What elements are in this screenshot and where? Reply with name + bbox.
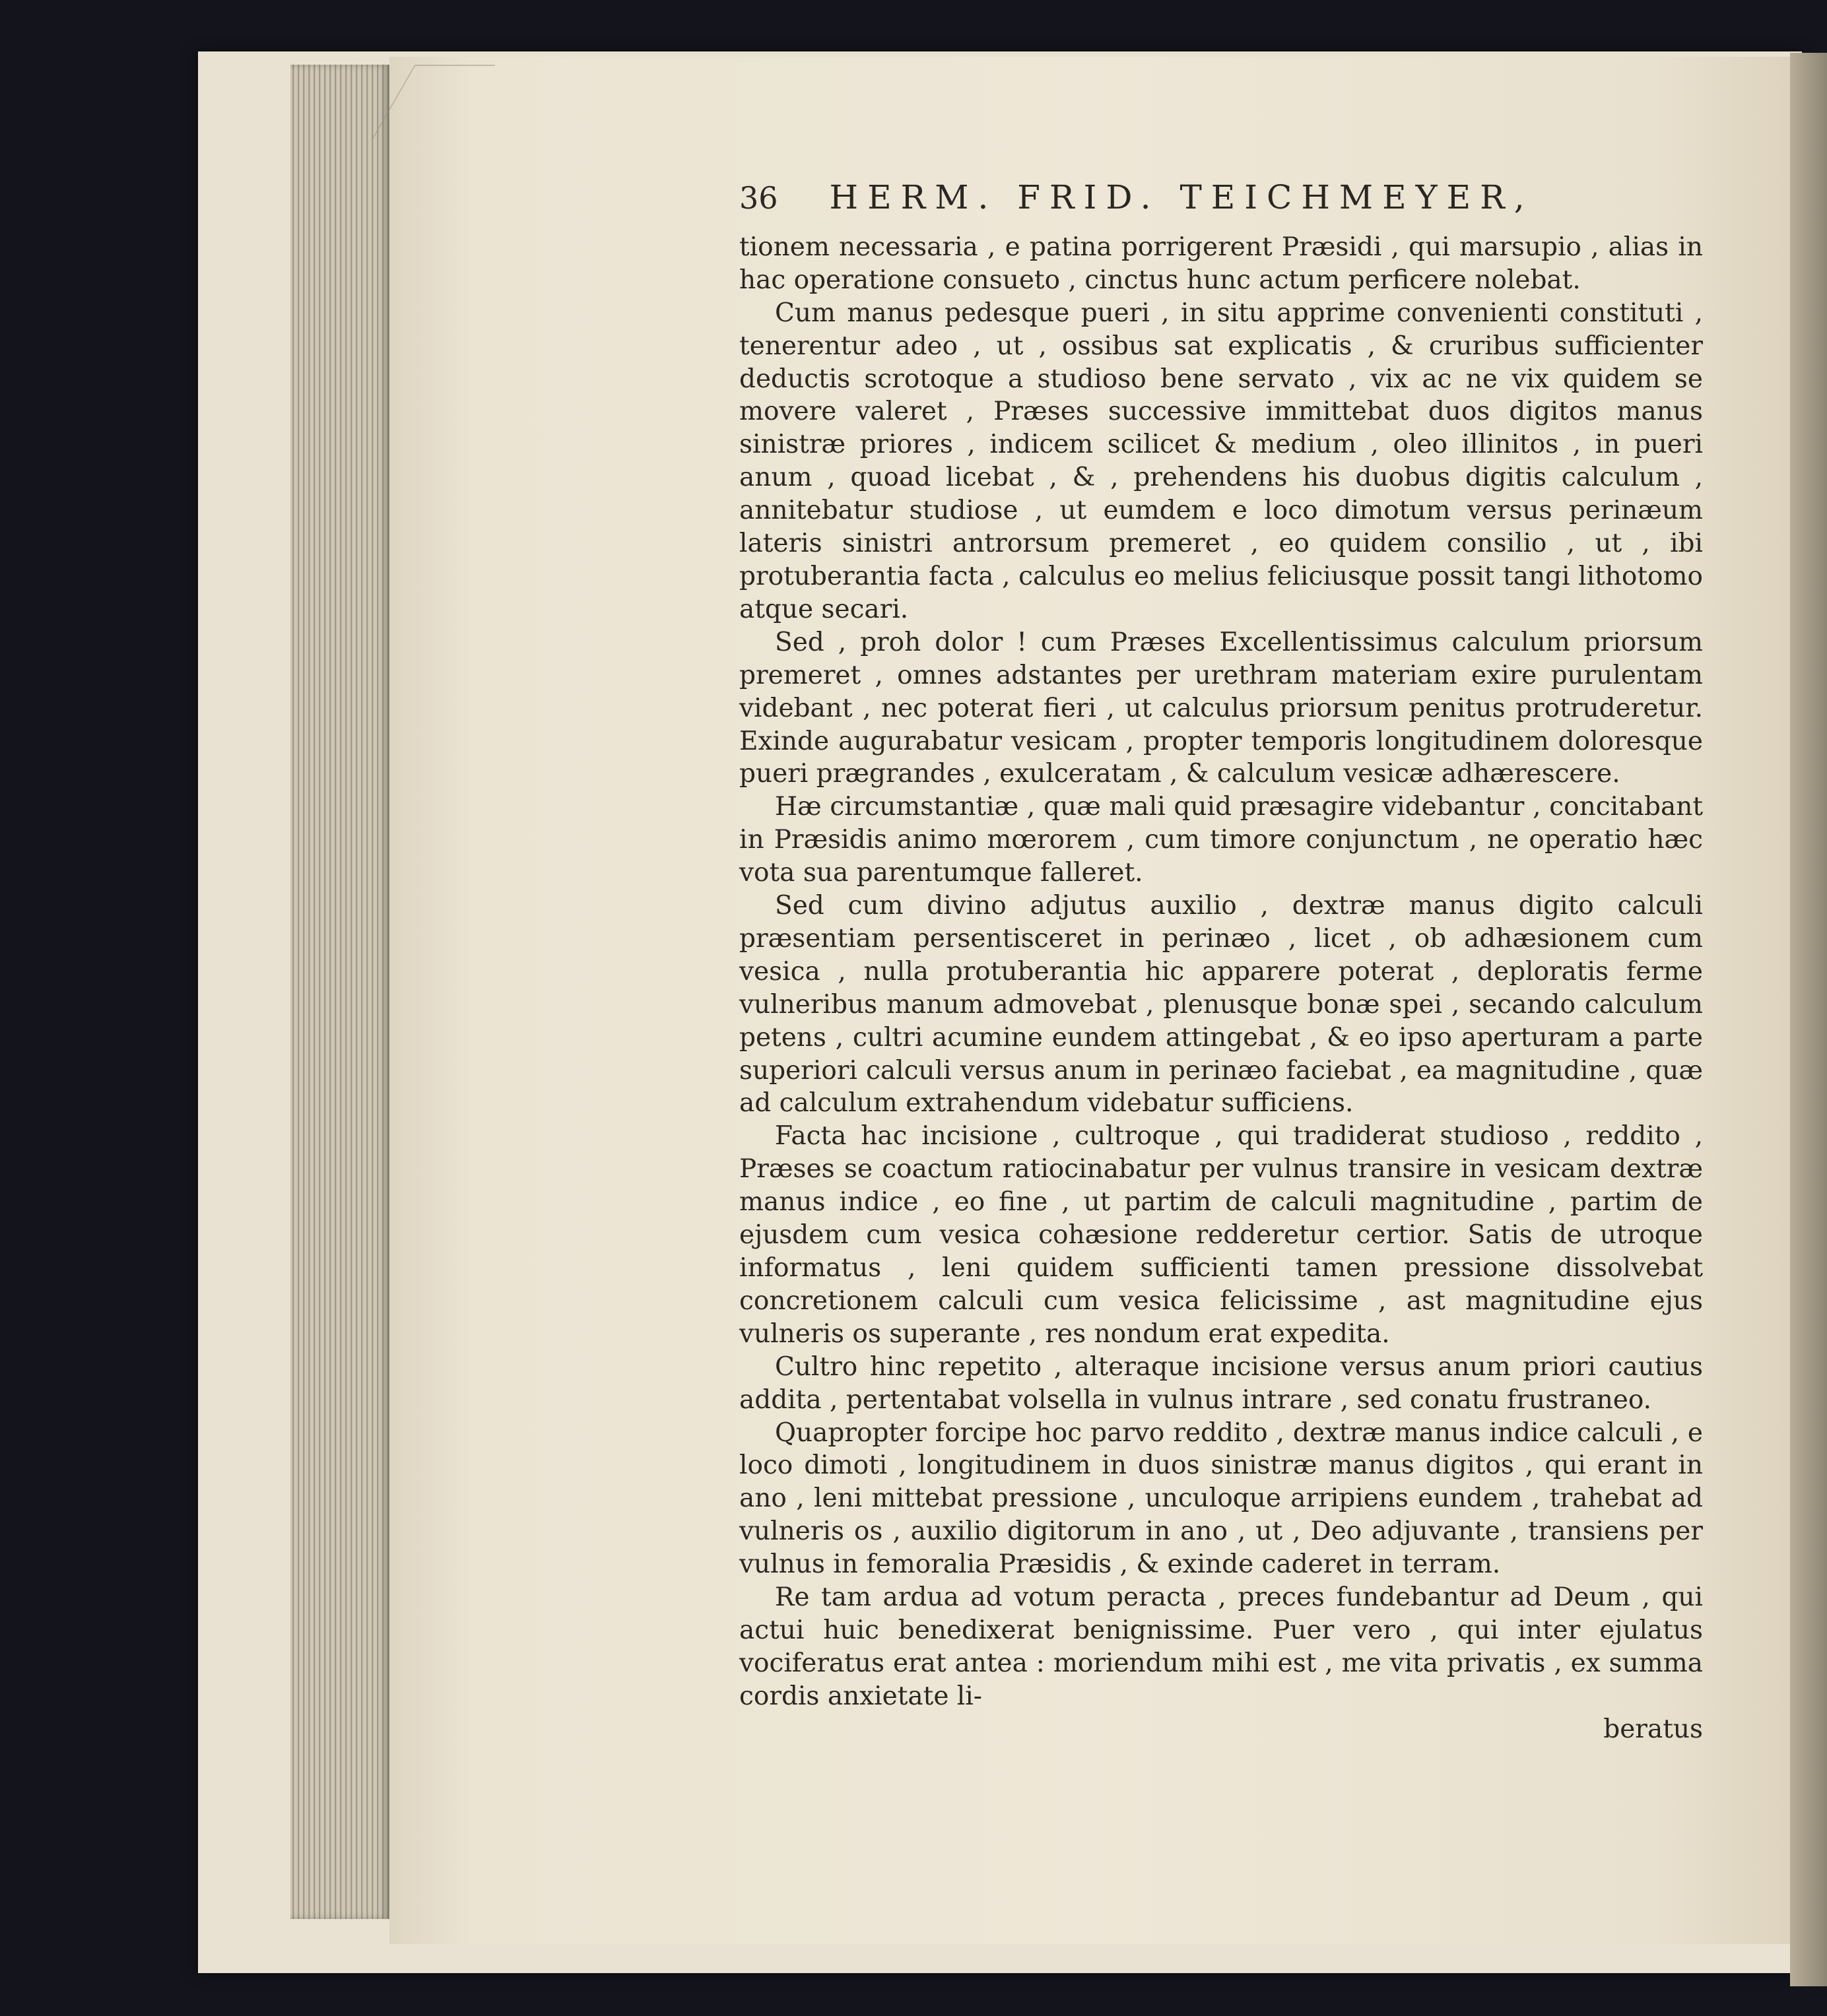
facing-page-edge (1790, 53, 1827, 1986)
page-header (739, 178, 1703, 216)
paragraph: Cultro hinc repetito , alteraque incisione versus anum priori cautius addita , pertentabat volsella in vulnus intrare , sed conatu frustraneo. (739, 1351, 1703, 1415)
paragraph: Re tam ardua ad votum peracta , preces fundebantur ad Deum , qui actui huic benedixerat benignissime. Puer vero , qui inter ejulatus vociferatus erat antea : moriendum mihi est , me vita privatis , ex summa cordis anxietate li- (739, 1582, 1703, 1711)
running-head: HERM. FRID. TEICHMEYER, (829, 178, 1534, 216)
paragraph: Hæ circumstantiæ , quæ mali quid præsagire videbantur , concitabant in Præsidis animo mœrorem , cum timore conjunctum , ne operatio hæc vota sua parentumque falleret. (739, 792, 1703, 888)
text-block (739, 178, 1703, 1746)
paragraph: Quapropter forcipe hoc parvo reddito , dextræ manus indice calculi , e loco dimoti , longitudinem in duos sinistræ manus digitos , qui erant in ano , leni mittebat pressione , unculoque arripiens eundem , trahebat ad vulneris os , auxilio digitorum in ano , ut , Deo adjuvante , transiens per vulnus in femoralia Præsidis , & exinde caderet in terram. (739, 1417, 1703, 1580)
catchword: beratus (1603, 1714, 1703, 1744)
page-edges (290, 65, 389, 1919)
paragraph: Sed , proh dolor ! cum Præses Excellentissimus calculum priorsum premeret , omnes adstantes per urethram materiam exire purulentam videbant , nec poterat fieri , ut calculus priorsum penitus protruderetur. Exinde augurabatur vesicam , propter temporis longitudinem doloresque pueri prægrandes , exulceratam , & calculum vesicæ adhærescere. (739, 627, 1703, 789)
paragraph: tionem necessaria , e patina porrigerent Præsidi , qui marsupio , alias in hac operatione consueto , cinctus hunc actum perficere nolebat. (739, 232, 1703, 295)
paragraph: Cum manus pedesque pueri , in situ apprime convenienti constituti , tenerentur adeo , ut , ossibus sat explicatis , & cruribus sufficienter deductis scrotoque a studioso bene servato , vix ac ne vix quidem se movere valeret , Præses successive immittebat duos digitos manus sinistræ priores , indicem scilicet & medium , oleo illinitos , in pueri anum , quoad licebat , & , prehendens his duobus digitis calculum , annitebatur studiose , ut eumdem e loco dimotum versus perinæum lateris sinistri antrorsum premeret , eo quidem consilio , ut , ibi protuberantia facta , calculus eo melius feliciusque possit tangi lithotomo atque secari. (739, 298, 1703, 624)
paragraph: Facta hac incisione , cultroque , qui tradiderat studioso , reddito , Præses se coactum ratiocinabatur per vulnus transire in vesicam dextræ manus indice , eo fine , ut partim de calculi magnitudine , partim de ejusdem cum vesica cohæsione redderetur certior. Satis de utroque informatus , leni quidem sufficienti tamen pressione dissolvebat concretionem calculi cum vesica felicissime , ast magnitudine ejus vulneris os superante , res nondum erat expedita. (739, 1121, 1703, 1349)
paragraph: Sed cum divino adjutus auxilio , dextræ manus digito calculi præsentiam persentisceret in perinæo , licet , ob adhæsionem cum vesica , nulla protuberantia hic apparere poterat , deploratis ferme vulneribus manum admovebat , plenusque bonæ spei , secando calculum petens , cultri acumine eundem attingebat , & eo ipso aperturam a parte superiori calculi versus anum in perinæo faciebat , ea magnitudine , quæ ad calculum extrahendum videbatur sufficiens. (739, 891, 1703, 1119)
page-number: 36 (739, 180, 778, 216)
